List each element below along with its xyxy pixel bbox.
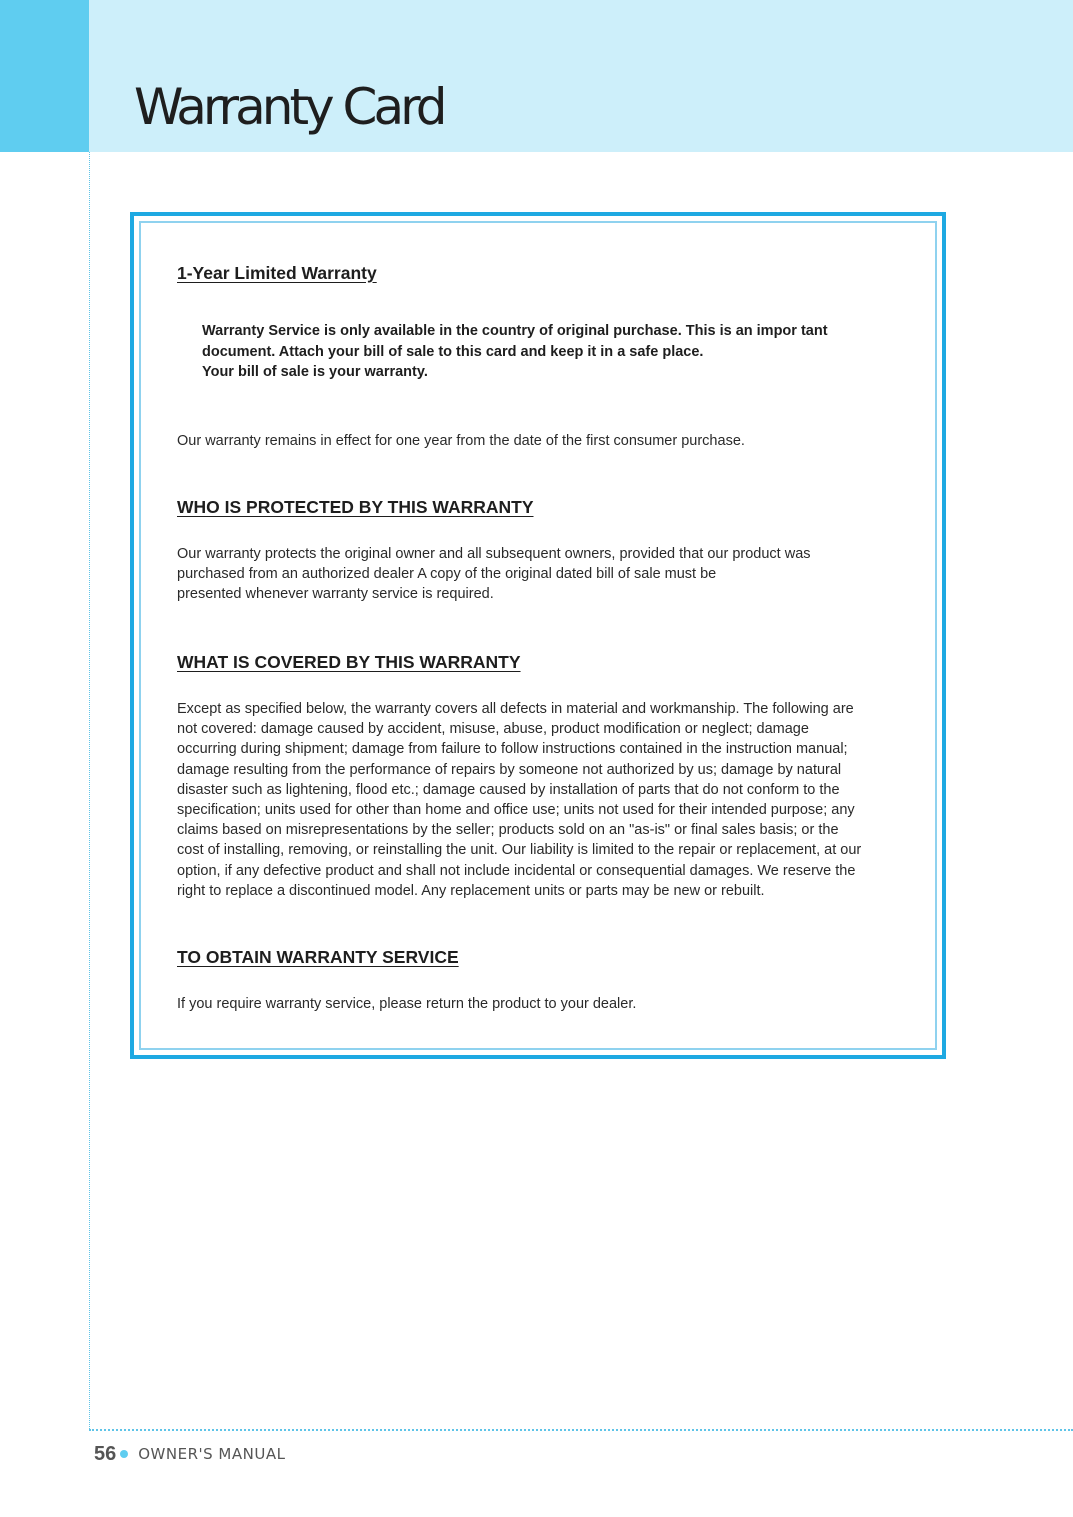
body-line: disaster such as lightening, flood etc.; damage caused by installation of parts that do not conform to the (177, 781, 840, 798)
who-is-protected-heading: WHO IS PROTECTED BY THIS WARRANTY (177, 497, 534, 517)
body-line: damage resulting from the performance of repairs by someone not authorized by us; damage by natural (177, 761, 842, 778)
body-line: option, if any defective product and shall not include incidental or consequential damages. We reserve the (177, 862, 856, 879)
what-is-covered-heading: WHAT IS COVERED BY THIS WARRANTY (177, 652, 521, 672)
manual-label: OWNER'S MANUAL (138, 1444, 286, 1463)
left-dotted-rule (89, 152, 90, 1429)
page-title: Warranty Card (134, 78, 444, 136)
warranty-notice (202, 321, 892, 383)
effect-line: Our warranty remains in effect for one year from the date of the first consumer purchase. (177, 433, 745, 449)
body-line: specification; units used for other than home and office use; units not used for their intended purpose; any (177, 802, 855, 819)
body-line: not covered: damage caused by accident, misuse, abuse, product modification or neglect; damage (177, 721, 809, 738)
notice-line: Warranty Service is only available in the country of original purchase. This is an impor tant (202, 323, 828, 339)
body-line: purchased from an authorized dealer A copy of the original dated bill of sale must be (177, 566, 717, 583)
bottom-dotted-rule (89, 1429, 1073, 1431)
side-color-tab (0, 0, 89, 152)
body-line: Except as specified below, the warranty covers all defects in material and workmanship. The following are (177, 701, 854, 717)
notice-line: Your bill of sale is your warranty. (202, 364, 428, 380)
body-line: presented whenever warranty service is required. (177, 586, 494, 603)
bullet-dot-icon (120, 1450, 128, 1458)
body-line: occurring during shipment; damage from failure to follow instructions contained in the instruction manual; (177, 741, 848, 758)
body-line: right to replace a discontinued model. Any replacement units or parts may be new or rebuilt. (177, 882, 765, 899)
body-line: claims based on misrepresentations by the seller; products sold on an "as-is" or final sales basis; or the (177, 822, 839, 839)
obtain-service-heading: TO OBTAIN WARRANTY SERVICE (177, 947, 459, 967)
page-footer (94, 1444, 285, 1464)
warranty-card (130, 212, 946, 1059)
obtain-service-text (177, 994, 907, 1014)
body-line: cost of installing, removing, or reinstalling the unit. Our liability is limited to the repair or replacement, at our (177, 842, 862, 859)
notice-line: document. Attach your bill of sale to this card and keep it in a safe place. (202, 343, 704, 360)
page-number: 56 (94, 1443, 117, 1465)
body-line: If you require warranty service, please return the product to your dealer. (177, 996, 637, 1012)
warranty-effect-text (177, 431, 907, 451)
who-is-protected-text (177, 544, 907, 605)
body-line: Our warranty protects the original owner and all subsequent owners, provided that our product was (177, 546, 811, 562)
what-is-covered-text (177, 699, 907, 901)
warranty-title: 1-Year Limited Warranty (177, 263, 377, 283)
